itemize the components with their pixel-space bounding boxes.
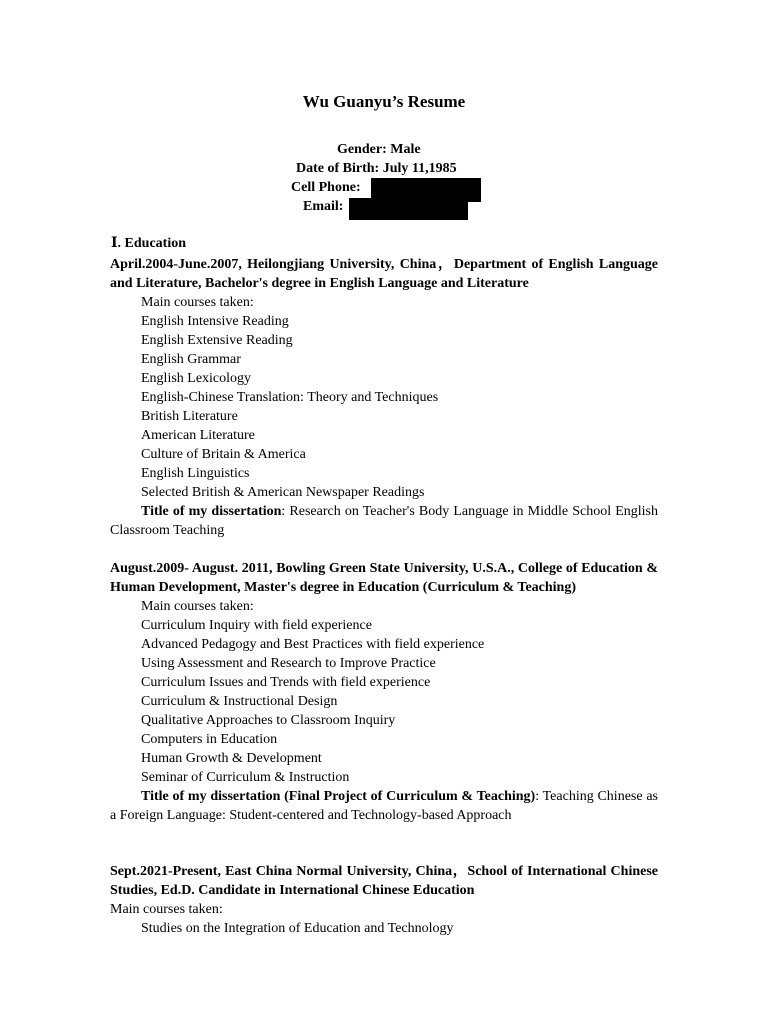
course-item: Computers in Education — [141, 732, 278, 747]
course-item: Human Growth & Development — [141, 751, 322, 766]
course-item: American Literature — [141, 428, 255, 443]
education-heading: Ⅰ. Education — [111, 236, 187, 251]
date-of-birth-line: Date of Birth: July 11,1985 — [296, 161, 457, 176]
email-redaction — [349, 198, 468, 220]
course-item: English Linguistics — [141, 466, 250, 481]
courses-label: Main courses taken: — [141, 599, 254, 614]
course-item: Seminar of Curriculum & Instruction — [141, 770, 350, 785]
education-entry-header: Sept.2021-Present, East China Normal University, China，School of International Chinese Studies, Ed.D. Candidate in International Chinese Education — [110, 864, 658, 898]
course-item: Selected British & American Newspaper Readings — [141, 485, 425, 500]
course-item: English Grammar — [141, 352, 241, 367]
course-item: Advanced Pedagogy and Best Practices with field experience — [141, 637, 485, 652]
dissertation-label: Title of my dissertation — [141, 504, 282, 519]
dissertation-label: Title of my dissertation (Final Project of Curriculum & Teaching) — [141, 789, 536, 804]
education-entry-bachelor — [110, 255, 658, 540]
course-item: Curriculum Inquiry with field experience — [141, 618, 372, 633]
dissertation-line — [110, 502, 658, 540]
course-item: Studies on the Integration of Education and Technology — [141, 921, 454, 936]
course-item: Using Assessment and Research to Improve Practice — [141, 656, 436, 671]
education-entry-header: April.2004-June.2007, Heilongjiang University, China，Department of English Language and Literature, Bachelor's degree in English Language and Literature — [110, 257, 658, 291]
page-title: Wu Guanyu’s Resume — [302, 92, 466, 111]
course-item: British Literature — [141, 409, 238, 424]
course-item: Culture of Britain & America — [141, 447, 306, 462]
course-item: English Extensive Reading — [141, 333, 293, 348]
courses-label: Main courses taken: — [110, 902, 223, 917]
cell-phone-label: Cell Phone: — [291, 180, 361, 195]
course-item: English Lexicology — [141, 371, 252, 386]
gender-line: Gender: Male — [337, 142, 421, 157]
courses-label: Main courses taken: — [141, 295, 254, 310]
email-label: Email: — [303, 199, 344, 214]
dissertation-line — [110, 787, 658, 825]
course-item: Curriculum & Instructional Design — [141, 694, 338, 709]
dissertation-title: : Teaching Chinese as a Foreign Language: Student-centered and Technology-based Approach — [110, 789, 658, 823]
education-entry-doctorate — [110, 862, 658, 938]
education-entry-master — [110, 559, 658, 825]
course-item: Qualitative Approaches to Classroom Inquiry — [141, 713, 396, 728]
education-entry-header: August.2009- August. 2011, Bowling Green State University, U.S.A., College of Education & Human Development, Master's degree in Education (Curriculum & Teaching) — [110, 561, 658, 595]
dissertation-title: : Research on Teacher's Body Language in Middle School English Classroom Teaching — [110, 504, 658, 538]
course-item: Curriculum Issues and Trends with field experience — [141, 675, 431, 690]
course-item: English Intensive Reading — [141, 314, 289, 329]
course-item: English-Chinese Translation: Theory and Techniques — [141, 390, 439, 405]
